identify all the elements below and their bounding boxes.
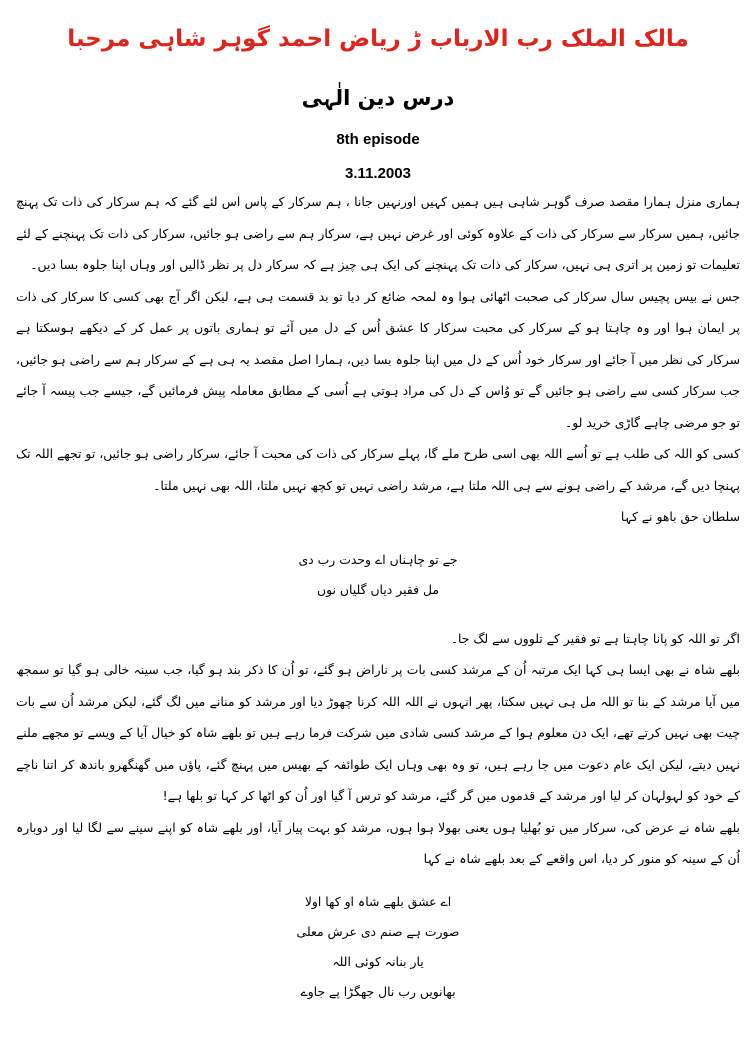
paragraph-3: کسی کو اللہ کی طلب ہے تو اُسے اللہ بھی اسی طرح ملے گا، پہلے سرکار کی ذات کی محبت آ جائے، سرکار راضی ہو جائیں، تو تجھے اللہ تک پہنچا دیں گے، مرشد کے راضی ہونے سے ہی اللہ ملتا ہے، مرشد راضی نہیں تو کچھ نہیں ملتا، اللہ بھی نہیں ملتا۔ bbox=[16, 446, 740, 493]
attribution-sultan-bahu: سلطان حق باھو نے کہا bbox=[620, 509, 740, 524]
paragraph-1: ہماری منزل ہمارا مقصد صرف گوہر شاہی ہیں ہمیں کہیں اورنہیں جانا ، ہم سرکار کے پاس اس لئے گئے کہ ہم سرکار کی ذات تک پہنچ جائیں، ہمیں سرکار سے سرکار کی ذات کے علاوہ کوئی اور غرض نہیں ہے، سرکار ہم سے راضی ہو جائیں، سرکار کی ذات تک پہنچنے کے لئے تعلیمات تو زمین پر اتری ہی نہیں، سرکار کی ذات تک پہنچنے کی ایک ہی چیز ہے کہ سرکار دل پر نظر ڈالیں اور وہاں اپنا جلوہ بسا دیں۔ bbox=[16, 194, 740, 272]
paragraph-4: بلھے شاہ نے بھی ایسا ہی کہا ایک مرتبہ اُن کے مرشد کسی بات پر ناراض ہو گئے، تو اُن کا ذکر بند ہو گیا، جب سینہ خالی ہو گیا تو سمجھ میں آیا مرشد کے بنا تو اللہ مل ہی نہیں سکتا، پھر انہوں نے اللہ اللہ کرنا چھوڑ دیا اور مرشد کو منانے میں لگ گئے، لیکن مرشد اُن سے بات چیت بھی نہیں کرتے تھے، ایک دن معلوم ہوا کے مرشد کسی شادی میں شرکت فرما رہے ہیں تو بلھے شاہ کو خیال آیا کے ویسے تو مجھے ملنے نہیں دیتے، لیکن ایک عام دعوت میں جا رہے ہیں، تو وہ بھی وہاں ایک طوائفہ کے بھیس میں پہنچ گئے، پاؤں میں گھنگھرو باندھ کر اتنا ناچے کے خود کو لہولہان کر لیا اور مرشد کے قدموں میں گر گئے، مرشد کو ترس آ گیا اور اُن کو اٹھا کر کہا تو بلھا ہے! bbox=[16, 662, 740, 803]
date-label: 3.11.2003 bbox=[345, 165, 411, 182]
poem2-line-2: صورت ہے صنم دی عرش معلی bbox=[296, 923, 460, 939]
poem2-line-1: اے عشق بلھے شاہ او کھا اولا bbox=[304, 893, 452, 909]
paragraph-2: جس نے بیس پچیس سال سرکار کی صحبت اٹھائی ہوا وہ لمحہ ضائع کر دیا تو بد قسمت ہی ہے، لیکن اگر آج بھی کسی کا سرکار کی ذات پر ایمان ہوا اور وہ چاہتا ہو کے سرکار کی محبت سرکار کا عشق اُس کے دل میں آئے تو ہماری باتوں پر عمل کر کے دیکھے ہوسکتا ہے سرکار کی نظر میں آ جائے اور سرکار خود اُس کے دل میں اپنا جلوہ بسا دیں، ہمارا اصل مقصد یہ ہی ہے کے سرکار ہم سے راضی ہو جائیں، جب سرکار کسی سے راضی ہو جائیں گے تو وُاس کے دل کی مراد ہوتی ہے اُسی کے مطابق معاملہ پیش فرمائیں گے، جیسے جب پیسہ آ جائے تو جو مرضی چاہے گاڑی خرید لو۔ bbox=[16, 288, 740, 430]
episode-label: 8th episode bbox=[336, 131, 420, 148]
poem1-line-1: جے تو چاہناں اے وحدت رب دی bbox=[298, 551, 458, 567]
translation-line: اگر تو اللہ کو پانا چاہتا ہے تو فقیر کے تلووں سے لگ جا۔ bbox=[450, 630, 740, 646]
paragraph-5: بلھے شاہ نے عرض کی، سرکار میں تو بُھلیا ہوں یعنی بھولا ہوا ہوں، مرشد کو بہت پیار آیا، اور بلھے شاہ کو اپنے سینے سے لگا لیا اور دوبارہ اُن کے سینہ کو منور کر دیا، اس واقعے کے بعد بلھے شاہ نے کہا bbox=[16, 819, 740, 866]
poem2-line-4: بھانویں رب نال جھگڑا پے جاوے bbox=[300, 983, 456, 999]
page-subtitle: درس دین الٰہی bbox=[301, 86, 455, 110]
poem1-line-2: مل فقیر دیاں گلیاں نوں bbox=[317, 581, 439, 597]
page-title: مالک الملک رب الارباب ڑ ریاض احمد گوہر شاہی مرحبا bbox=[67, 26, 689, 52]
poem2-line-3: یار بنانہ کوئی اللہ bbox=[332, 953, 424, 969]
